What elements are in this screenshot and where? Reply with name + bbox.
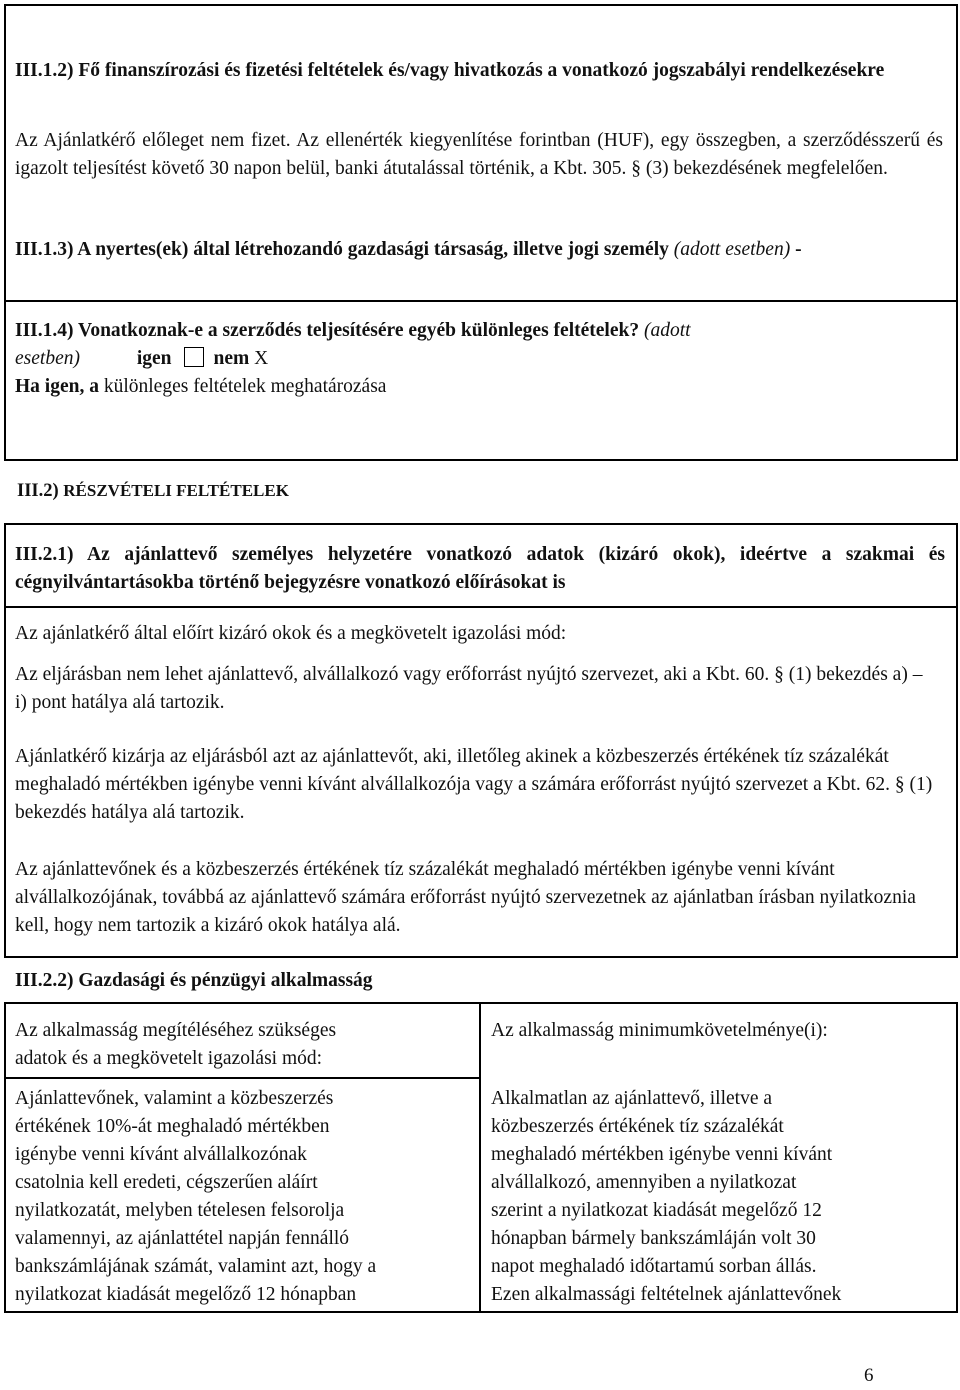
left-line: csatolnia kell eredeti, cégszerűen aláírt: [15, 1172, 318, 1193]
exclusion-para-3: Az ajánlattevőnek és a közbeszerzés értékének tíz százalékát meghaladó mértékben igénybe venni kívánt alvállalkozójának, továbbá az ajánlattevő számára erőforrást nyújtó szervezetnek az ajánlatban írásban nyilatkoznia kell, hogy nem tartozik a kizáró okok hatálya alá.: [15, 859, 916, 936]
esetben-note: esetben): [15, 348, 80, 369]
yes-no-row: [15, 345, 268, 373]
left-line: bankszámlájának számát, valamint azt, hogy a: [15, 1256, 377, 1277]
right-line: hónapban bármely bankszámláján volt 30: [491, 1228, 816, 1249]
left-line: nyilatkozatát, melyben tételesen felsorolja: [15, 1200, 345, 1221]
right-line: szerint a nyilatkozat kiadását megelőző 12: [491, 1200, 822, 1221]
no-mark: X: [254, 348, 269, 369]
heading-text: III.1.4) Vonatkoznak-e a szerződés teljesítésére egyéb különleges feltételek?: [15, 320, 640, 341]
exclusion-para-2: Ajánlatkérő kizárja az eljárásból azt az ajánlattevőt, aki, illetőleg akinek a közbeszerzés értékének tíz százalékát meghaladó mértékben igénybe venni kívánt alvállalkozója vagy a számára erőforrást nyújtó szervezet a Kbt. 62. § (1) bekezdés hatálya alá tartozik.: [15, 746, 933, 823]
heading-text: III.1.3) A nyertes(ek) által létrehozandó gazdasági társaság, illetve jogi személy: [15, 239, 669, 260]
section-title-text: RÉSZVÉTELI FELTÉTELEK: [63, 481, 289, 500]
right-column: [491, 1017, 951, 1045]
if-yes-bold: Ha igen, a: [15, 376, 99, 397]
exclusion-intro: Az ajánlatkérő által előírt kizáró okok és a megkövetelt igazolási mód:: [15, 623, 567, 644]
section-heading-III-2-2: III.2.2) Gazdasági és pénzügyi alkalmasság: [15, 970, 373, 991]
right-line: Alkalmatlan az ajánlattevő, illetve a: [491, 1088, 772, 1109]
adott-note: (adott: [643, 320, 691, 341]
adott-esetben-note: (adott esetben): [673, 239, 791, 260]
left-line: Ajánlattevőnek, valamint a közbeszerzés: [15, 1088, 334, 1109]
left-line: nyilatkozat kiadását megelőző 12 hónapban: [15, 1284, 357, 1305]
page-number: 6: [864, 1365, 874, 1386]
right-line: meghaladó mértékben igénybe venni kívánt: [491, 1144, 833, 1165]
dash: -: [790, 239, 802, 260]
right-column-body: [491, 1085, 951, 1309]
left-header-divider: [4, 1077, 480, 1079]
section-heading-III-1-4: [15, 317, 935, 345]
section-body-III-1-2: Az Ajánlatkérő előleget nem fizet. Az ellenérték kiegyenlítése forintban (HUF), egy összegben, a szerződésszerű és igazolt teljesítést követő 30 napon belül, banki átutalással történik, a Kbt. 305. § (3) bekezdésének megfelelően.: [15, 130, 943, 179]
left-header-line-2: adatok és a megkövetelt igazolási mód:: [15, 1048, 323, 1069]
no-label: nem: [213, 348, 250, 369]
yes-checkbox[interactable]: [184, 347, 204, 367]
left-line: igénybe venni kívánt alvállalkozónak: [15, 1144, 307, 1165]
yes-label: igen: [136, 348, 172, 369]
section-heading-III-1-2: III.1.2) Fő finanszírozási és fizetési feltételek és/vagy hivatkozás a vonatkozó jogszabályi rendelkezésekre: [15, 60, 885, 81]
heading-divider: [4, 606, 958, 608]
right-line: közbeszerzés értékének tíz százalékát: [491, 1116, 784, 1137]
if-yes-rest: különleges feltételek meghatározása: [98, 376, 387, 397]
right-line: napot meghaladó időtartamú sorban állás.: [491, 1256, 817, 1277]
right-line: Ezen alkalmassági feltételnek ajánlattevőnek: [491, 1284, 842, 1305]
right-header: Az alkalmasság minimumkövetelménye(i):: [491, 1020, 828, 1041]
section-roman: III.2): [17, 481, 59, 501]
left-column: [15, 1017, 470, 1073]
exclusion-para-1: Az eljárásban nem lehet ajánlattevő, alvállalkozó vagy erőforrást nyújtó szervezet, aki a Kbt. 60. § (1) bekezdés a) – i) pont hatálya alá tartozik.: [15, 664, 923, 713]
left-header-line-1: Az alkalmasság megítéléséhez szükséges: [15, 1020, 337, 1041]
left-line: értékének 10%-át meghaladó mértékben: [15, 1116, 330, 1137]
section-heading-III-1-3: [15, 236, 915, 264]
right-line: alvállalkozó, amennyiben a nyilatkozat: [491, 1172, 797, 1193]
left-line: valamennyi, az ajánlattétel napján fennálló: [15, 1228, 350, 1249]
left-column-body: [15, 1085, 473, 1309]
section-heading-III-2-1: III.2.1) Az ajánlattevő személyes helyzetére vonatkozó adatok (kizáró okok), ideértve a szakmai és cégnyilvántartásokba történő bejegyzésre vonatkozó előírásokat is: [15, 544, 945, 593]
table-column-divider: [479, 1002, 481, 1313]
section-title-III-2: [17, 477, 289, 505]
if-yes-line: [15, 373, 386, 401]
